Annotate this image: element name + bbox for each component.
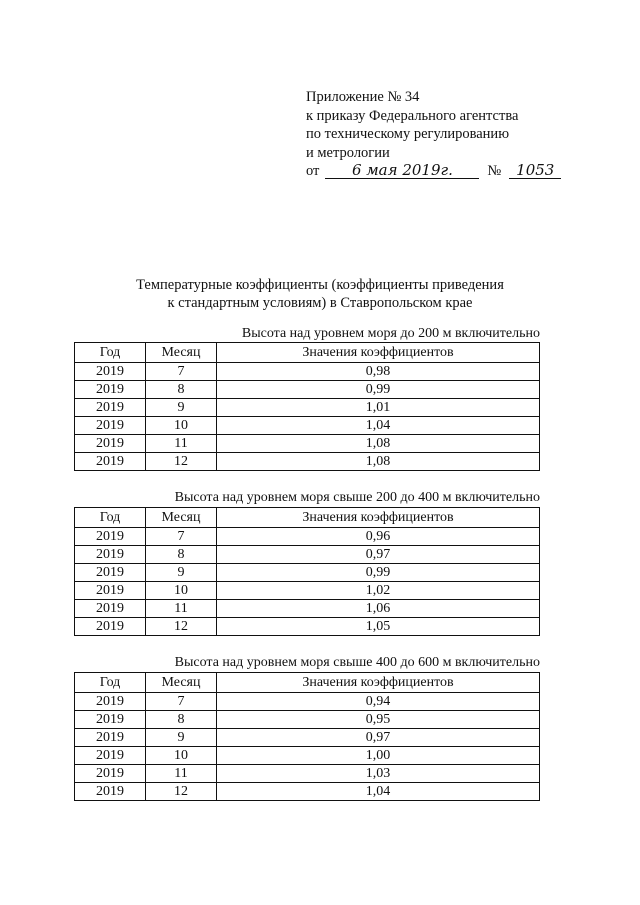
table-row — [75, 693, 540, 711]
col-year-header: Год — [75, 673, 146, 693]
cell-value: 1,08 — [217, 453, 540, 471]
table-caption-2: Высота над уровнем моря свыше 200 до 400 м включительно — [174, 490, 540, 505]
table-row — [75, 765, 540, 783]
table-caption-3: Высота над уровнем моря свыше 400 до 600 м включительно — [174, 655, 540, 670]
order-reference: к приказу Федерального агентства — [306, 107, 519, 124]
table-header-row — [75, 673, 540, 693]
col-month-header: Месяц — [146, 508, 217, 528]
cell-year: 2019 — [75, 711, 146, 729]
cell-year: 2019 — [75, 693, 146, 711]
cell-month: 8 — [146, 546, 217, 564]
cell-month: 10 — [146, 417, 217, 435]
handwritten-date: 6 мая 2019г. — [325, 162, 479, 179]
cell-year: 2019 — [75, 747, 146, 765]
table-row — [75, 435, 540, 453]
cell-year: 2019 — [75, 765, 146, 783]
cell-year: 2019 — [75, 600, 146, 618]
cell-value: 0,94 — [217, 693, 540, 711]
cell-month: 12 — [146, 618, 217, 636]
handwritten-number: 1053 — [509, 162, 561, 179]
cell-year: 2019 — [75, 381, 146, 399]
cell-month: 11 — [146, 765, 217, 783]
table-row — [75, 711, 540, 729]
coefficients-table-1 — [74, 342, 540, 471]
cell-month: 10 — [146, 747, 217, 765]
cell-year: 2019 — [75, 564, 146, 582]
cell-month: 11 — [146, 435, 217, 453]
cell-year: 2019 — [75, 729, 146, 747]
table-row — [75, 453, 540, 471]
cell-value: 1,01 — [217, 399, 540, 417]
cell-month: 10 — [146, 582, 217, 600]
cell-month: 9 — [146, 399, 217, 417]
cell-value: 1,02 — [217, 582, 540, 600]
table-row — [75, 747, 540, 765]
cell-month: 12 — [146, 453, 217, 471]
table-row — [75, 399, 540, 417]
cell-year: 2019 — [75, 399, 146, 417]
table-row — [75, 618, 540, 636]
cell-year: 2019 — [75, 546, 146, 564]
table-row — [75, 783, 540, 801]
cell-month: 7 — [146, 528, 217, 546]
cell-month: 8 — [146, 381, 217, 399]
appendix-number: Приложение № 34 — [306, 89, 420, 105]
table-row — [75, 729, 540, 747]
col-year-header: Год — [75, 343, 146, 363]
col-value-header: Значения коэффициентов — [217, 508, 540, 528]
table-header-row — [75, 508, 540, 528]
coefficients-table-3 — [74, 672, 540, 801]
table-row — [75, 564, 540, 582]
cell-value: 1,05 — [217, 618, 540, 636]
table-row — [75, 546, 540, 564]
table-header-row — [75, 343, 540, 363]
document-title — [0, 276, 640, 312]
col-year-header: Год — [75, 508, 146, 528]
cell-year: 2019 — [75, 618, 146, 636]
cell-value: 1,04 — [217, 783, 540, 801]
cell-value: 0,99 — [217, 564, 540, 582]
cell-value: 0,97 — [217, 546, 540, 564]
cell-value: 1,04 — [217, 417, 540, 435]
col-value-header: Значения коэффициентов — [217, 343, 540, 363]
col-month-header: Месяц — [146, 673, 217, 693]
cell-month: 11 — [146, 600, 217, 618]
table-row — [75, 600, 540, 618]
cell-year: 2019 — [75, 453, 146, 471]
table-row — [75, 528, 540, 546]
cell-month: 7 — [146, 363, 217, 381]
table-caption-1: Высота над уровнем моря до 200 м включительно — [241, 326, 540, 341]
agency-name-line: по техническому регулированию — [306, 126, 510, 142]
cell-month: 12 — [146, 783, 217, 801]
table-row — [75, 363, 540, 381]
table-row — [75, 582, 540, 600]
date-number-line — [306, 162, 561, 181]
title-line-1: Температурные коэффициенты (коэффициенты приведения — [136, 277, 504, 293]
cell-value: 0,95 — [217, 711, 540, 729]
cell-month: 9 — [146, 729, 217, 747]
appendix-header — [306, 88, 561, 181]
cell-value: 0,96 — [217, 528, 540, 546]
cell-year: 2019 — [75, 363, 146, 381]
cell-year: 2019 — [75, 528, 146, 546]
cell-value: 1,06 — [217, 600, 540, 618]
cell-year: 2019 — [75, 783, 146, 801]
cell-year: 2019 — [75, 582, 146, 600]
cell-value: 0,97 — [217, 729, 540, 747]
number-label: № — [487, 163, 502, 179]
col-value-header: Значения коэффициентов — [217, 673, 540, 693]
agency-name-line-2: и метрологии — [306, 144, 390, 161]
cell-value: 0,99 — [217, 381, 540, 399]
cell-month: 8 — [146, 711, 217, 729]
cell-value: 1,08 — [217, 435, 540, 453]
coefficients-table-2 — [74, 507, 540, 636]
title-line-2: к стандартным условиям) в Ставропольском крае — [167, 295, 473, 311]
cell-month: 7 — [146, 693, 217, 711]
cell-value: 1,03 — [217, 765, 540, 783]
table-row — [75, 381, 540, 399]
cell-year: 2019 — [75, 435, 146, 453]
from-label: от — [306, 163, 320, 179]
table-row — [75, 417, 540, 435]
cell-year: 2019 — [75, 417, 146, 435]
cell-month: 9 — [146, 564, 217, 582]
cell-value: 0,98 — [217, 363, 540, 381]
col-month-header: Месяц — [146, 343, 217, 363]
cell-value: 1,00 — [217, 747, 540, 765]
